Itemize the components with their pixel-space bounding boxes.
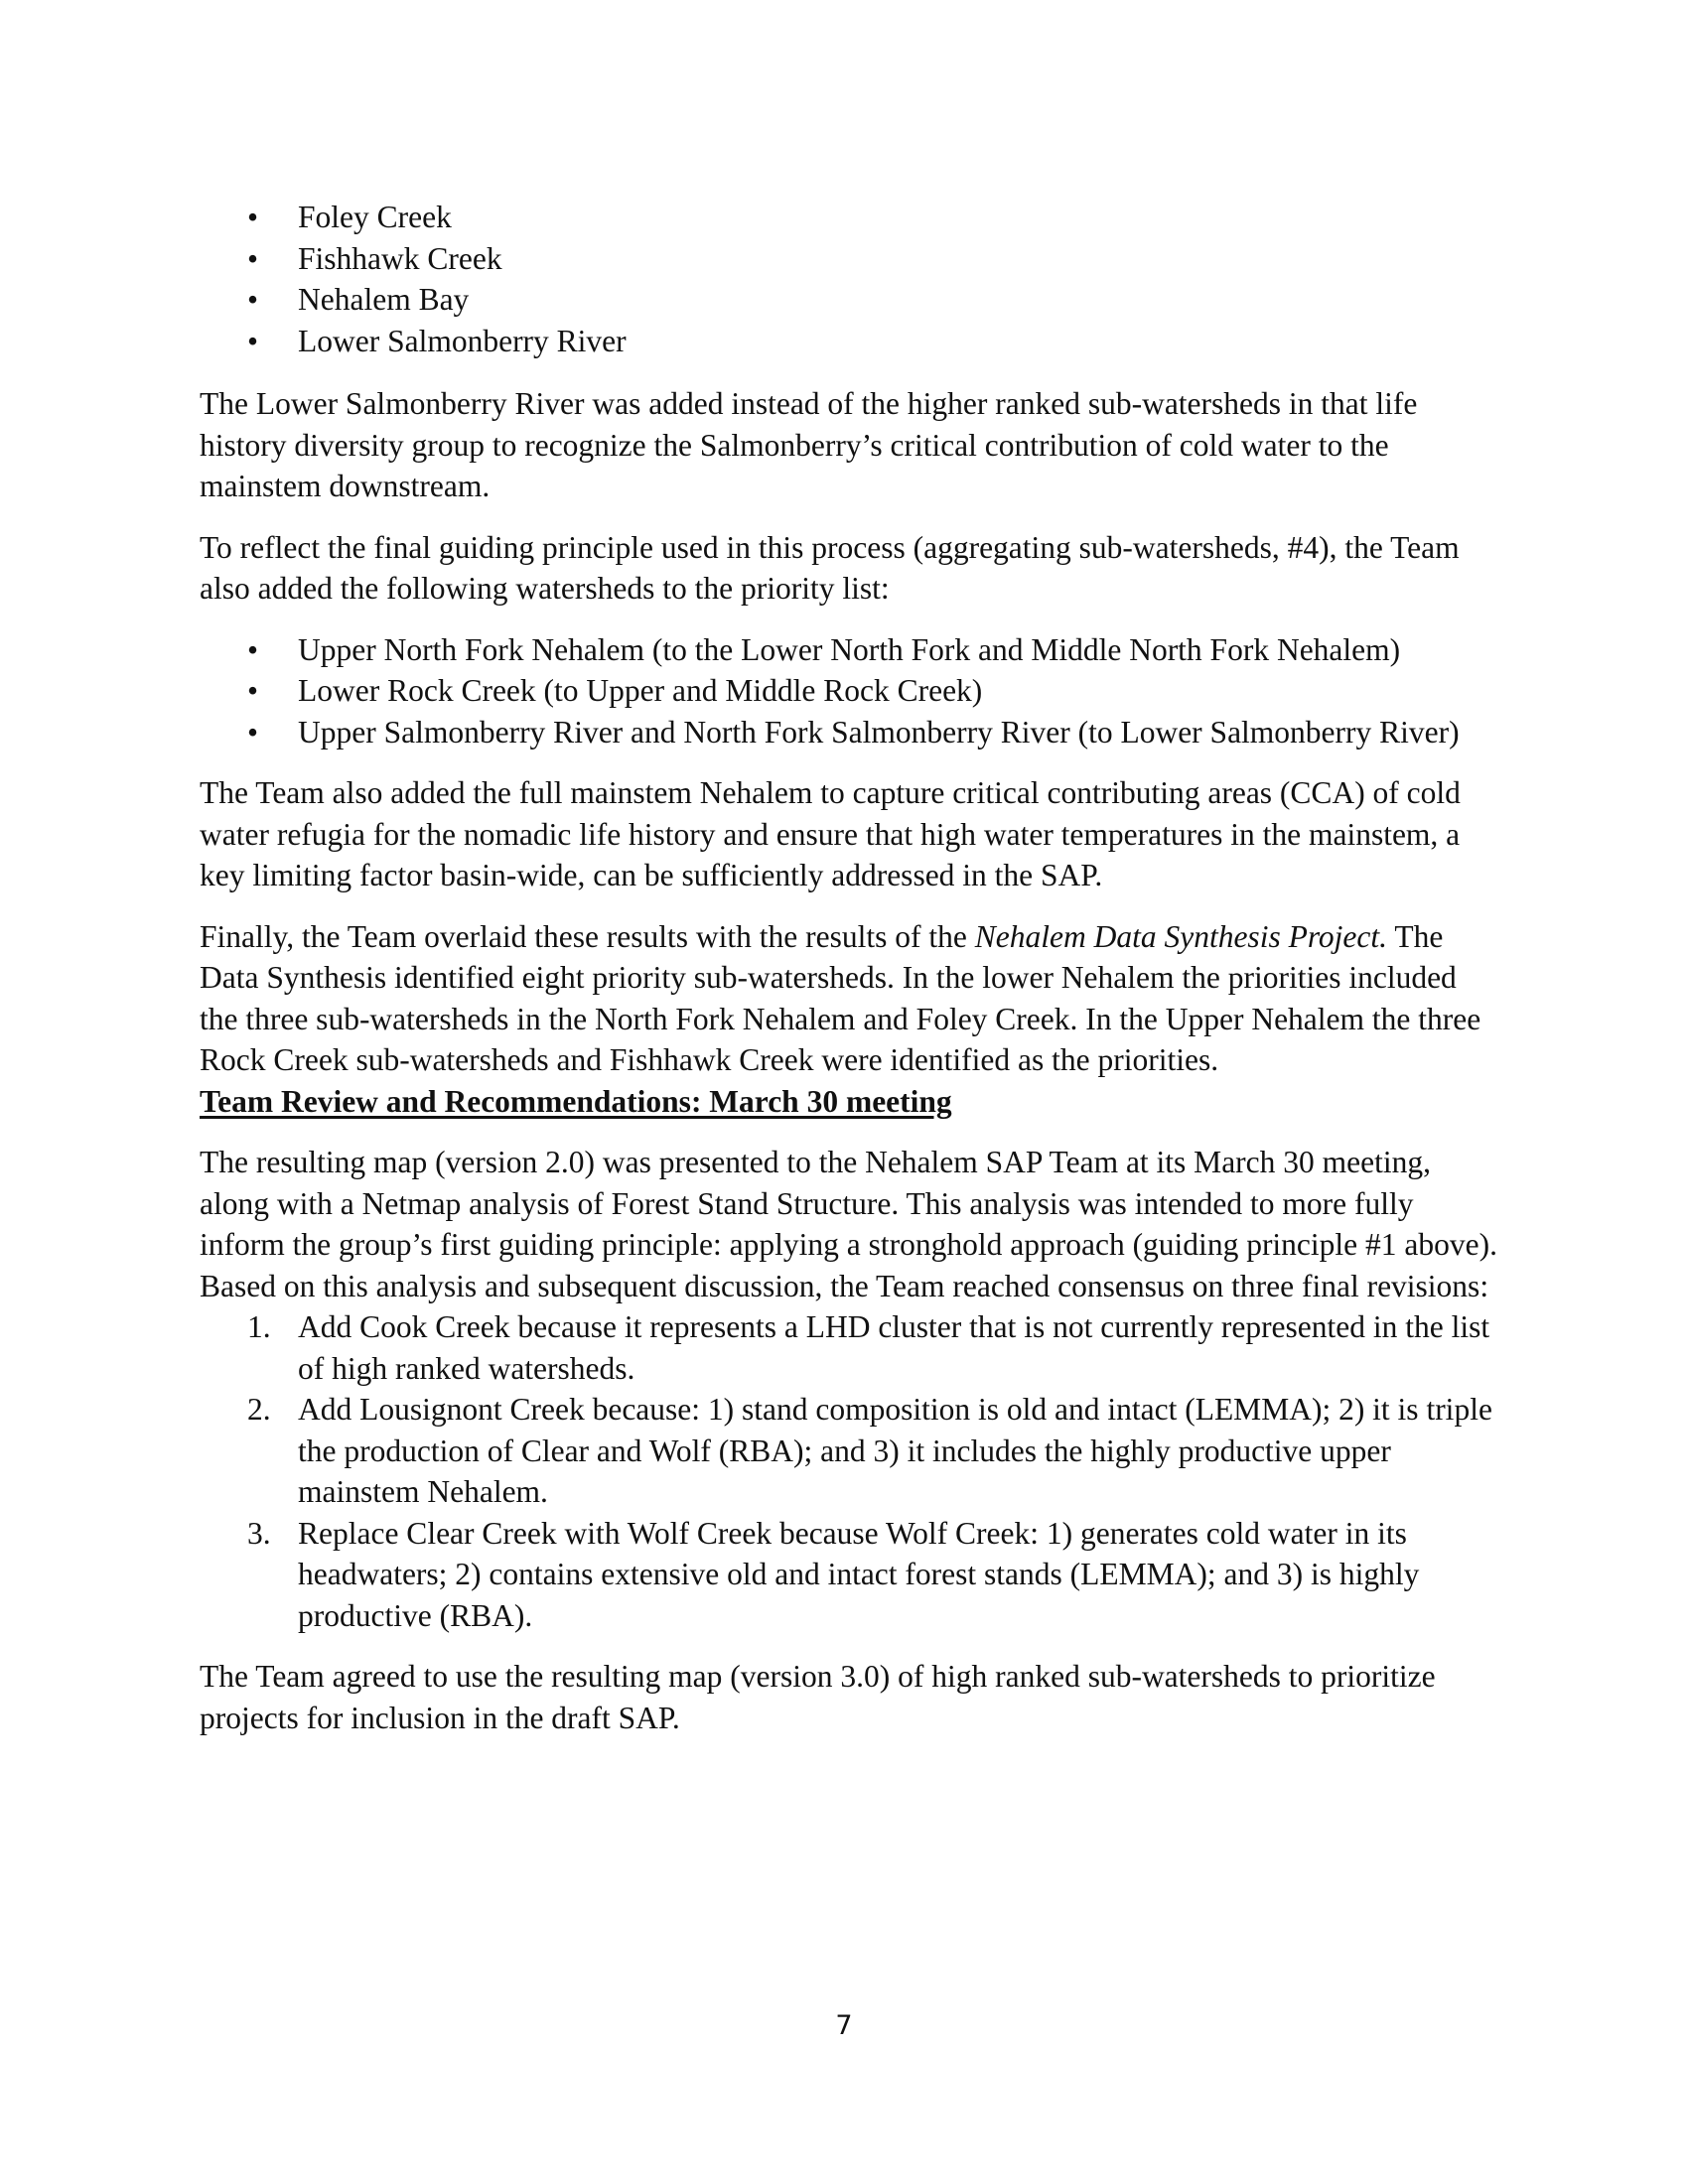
list-item-text: Add Lousignont Creek because: 1) stand composition is old and intact (LEMMA); 2) it is triple the production of Clear and Wolf (RBA); and 3) it includes the highly productive upper mainstem Nehalem. xyxy=(298,1392,1492,1509)
item-number: 2. xyxy=(247,1392,271,1427)
bullet-icon: • xyxy=(247,282,259,317)
list-item xyxy=(200,197,1500,238)
list-item xyxy=(200,712,1500,753)
list-item xyxy=(200,238,1500,280)
paragraph-salmonberry: The Lower Salmonberry River was added instead of the higher ranked sub-watersheds in that life history diversity group to recognize the Salmonberry’s critical contribution of cold water to the mainstem downstream. xyxy=(200,386,1418,503)
list-item xyxy=(200,1306,1500,1389)
page-number: 7 xyxy=(835,2010,853,2041)
project-title: Nehalem Data Synthesis Project. xyxy=(974,918,1388,954)
bullet-icon: • xyxy=(247,240,259,276)
list-item-text: Lower Rock Creek (to Upper and Middle Rock Creek) xyxy=(298,673,983,708)
item-number: 3. xyxy=(247,1515,271,1551)
list-item-text: Foley Creek xyxy=(298,200,452,234)
list-item xyxy=(200,1513,1500,1637)
item-number: 1. xyxy=(247,1309,271,1344)
list-item-text: Fishhawk Creek xyxy=(298,240,502,276)
section-heading: Team Review and Recommendations: March 30 meeting xyxy=(200,1083,952,1119)
list-item xyxy=(200,321,1500,362)
text-segment: The Data Synthesis identified eight priority sub-watersheds. In the lower Nehalem the priorities included the three sub-watersheds in the North Fork Nehalem and Foley Creek. In the Upper Nehalem the three Rock Creek sub-watersheds and Fishhawk Creek were identified as the priorities. xyxy=(200,918,1481,1077)
list-item-text: Replace Clear Creek with Wolf Creek because Wolf Creek: 1) generates cold water in its headwaters; 2) contains extensive old and intact forest stands (LEMMA); and 3) is highly productive (RBA). xyxy=(298,1515,1420,1633)
list-item-text: Add Cook Creek because it represents a LHD cluster that is not currently represented in the list of high ranked watersheds. xyxy=(298,1309,1490,1386)
paragraph-map-version: The resulting map (version 2.0) was presented to the Nehalem SAP Team at its March 30 meeting, along with a Netmap analysis of Forest Stand Structure. This analysis was intended to more fully inform the group’s first guiding principle: applying a stronghold approach (guiding principle #1 above). Based on this analysis and subsequent discussion, the Team reached consensus on three final revisions: xyxy=(200,1145,1497,1303)
list-item xyxy=(200,629,1500,671)
paragraph-data-synthesis xyxy=(200,916,1500,1081)
priority-subwatershed-list xyxy=(200,197,1500,361)
list-item-text: Lower Salmonberry River xyxy=(298,323,627,358)
bullet-icon: • xyxy=(247,673,259,708)
list-item-text: Nehalem Bay xyxy=(298,282,470,317)
paragraph-mainstem: The Team also added the full mainstem Nehalem to capture critical contributing areas (CCA) of cold water refugia for the nomadic life history and ensure that high water temperatures in the mainstem, a key limiting factor basin-wide, can be sufficiently addressed in the SAP. xyxy=(200,775,1461,892)
revisions-list xyxy=(200,1306,1500,1636)
added-watersheds-list xyxy=(200,629,1500,753)
text-segment: Finally, the Team overlaid these results with the results of the xyxy=(200,918,975,954)
paragraph-conclusion: The Team agreed to use the resulting map (version 3.0) of high ranked sub-watersheds to prioritize projects for inclusion in the draft SAP. xyxy=(200,1659,1436,1735)
document-page xyxy=(200,197,1500,1738)
bullet-icon: • xyxy=(247,714,259,750)
list-item xyxy=(200,279,1500,321)
paragraph-aggregating: To reflect the final guiding principle used in this process (aggregating sub-watersheds, #4), the Team also added the following watersheds to the priority list: xyxy=(200,529,1460,606)
list-item xyxy=(200,670,1500,712)
bullet-icon: • xyxy=(247,323,259,358)
bullet-icon: • xyxy=(247,631,259,667)
list-item xyxy=(200,1389,1500,1513)
bullet-icon: • xyxy=(247,200,259,234)
list-item-text: Upper North Fork Nehalem (to the Lower North Fork and Middle North Fork Nehalem) xyxy=(298,631,1401,667)
list-item-text: Upper Salmonberry River and North Fork Salmonberry River (to Lower Salmonberry River) xyxy=(298,714,1460,750)
